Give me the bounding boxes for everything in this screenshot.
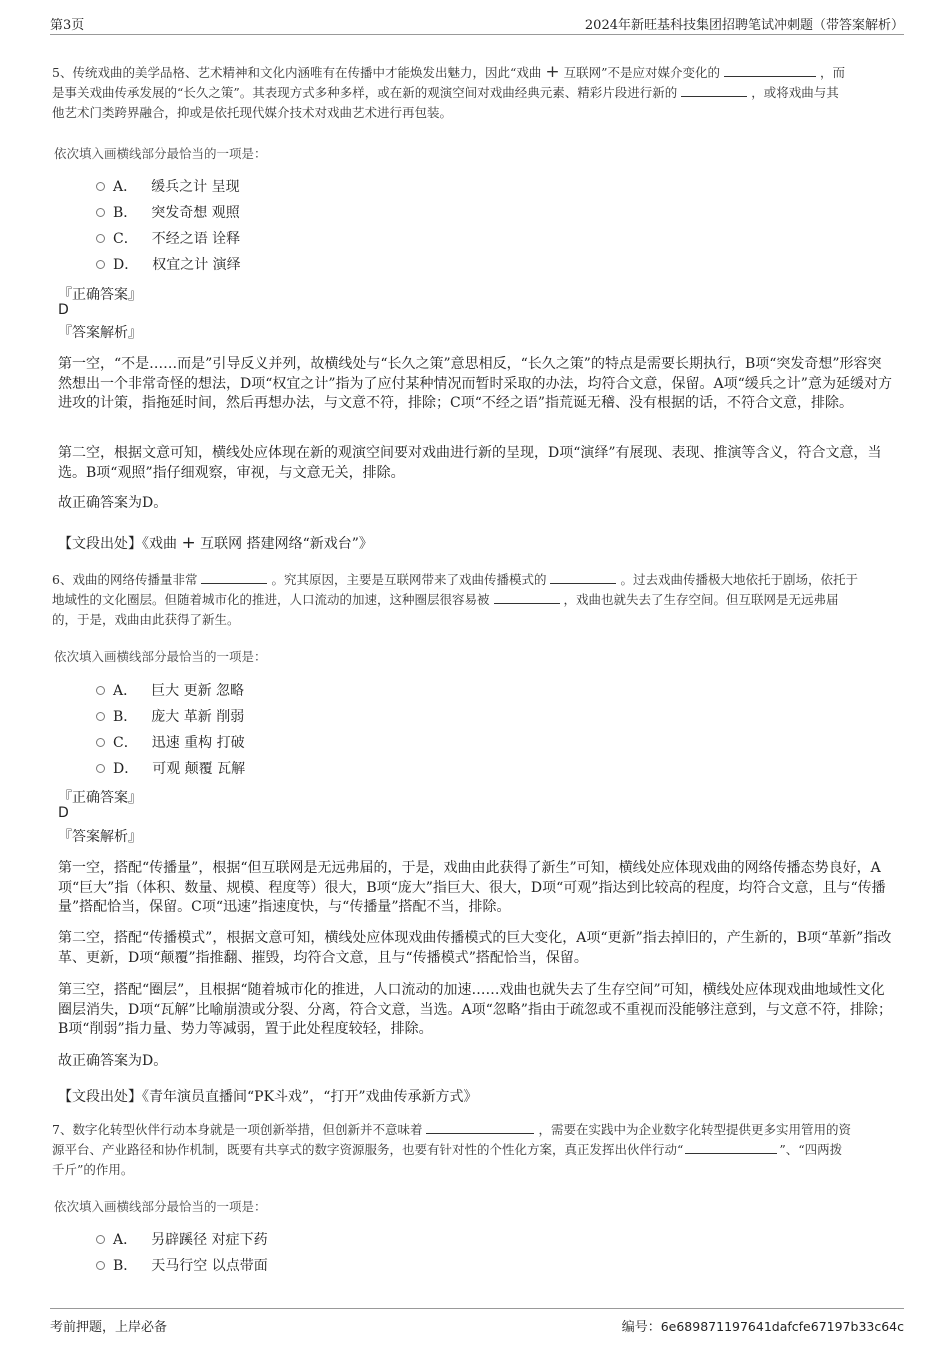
q5-option-b[interactable]: B． 突发奇想 观照 [96, 202, 240, 222]
q6-prompt: 依次填入画横线部分最恰当的一项是： [54, 649, 267, 664]
q5-source: 【文段出处】《戏曲 + 互联网 搭建网络“新戏台”》 [58, 533, 373, 553]
q5-answer-label: 『正确答案』 [58, 287, 142, 303]
q5-stem: 5、传统戏曲的美学品格、艺术精神和文化内涵唯有在传播中才能焕发出魅力，因此“戏曲 + 互联网”不是应对媒介变化的 ，而 是事关戏曲传承发展的“长久之策”。其表现方式多种多样，或在新的观演空间对戏曲经典元素、精彩片段进行新的 ，或将戏曲与其 他艺术门类跨界融合，抑或是依托现代媒介技术对戏曲艺术进行再包装。 [52, 62, 845, 120]
q6-option-d[interactable]: D． 可观 颠覆 瓦解 [96, 758, 245, 778]
radio-icon[interactable] [96, 182, 105, 191]
q7-option-b[interactable]: B． 天马行空 以点带面 [96, 1255, 268, 1275]
document-title: 2024年新旺基科技集团招聘笔试冲刺题（带答案解析） [584, 18, 904, 33]
q6-stem: 6、戏曲的网络传播量非常 。究其原因，主要是互联网带来了戏曲传播模式的 。过去戏曲传播极大地依托于剧场，依托于 地域性的文化圈层。但随着城市化的推进，人口流动的加速，这种圈层很容易被 ，戏曲也就失去了生存空间。但互联网是无远弗届 的，于是，戏曲由此获得了新生。 [52, 572, 858, 627]
radio-icon[interactable] [96, 1235, 105, 1244]
radio-icon[interactable] [96, 260, 105, 269]
page-footer [50, 1308, 904, 1339]
q6-analysis-3: 第三空，搭配“圈层”，且根据“随着城市化的推进，人口流动的加速……戏曲也就失去了生存空间”可知，横线处应体现戏曲地域性文化圈层消失，D项“瓦解”比喻崩溃或分裂、分离，符合文意，当选。A项“忽略”指由于疏忽或不重视而没能够注意到，与文意不符，排除；B项“削弱”指力量、势力等减弱，置于此处程度较轻，排除。 [58, 982, 892, 1037]
q7-prompt: 依次填入画横线部分最恰当的一项是： [54, 1199, 267, 1214]
footer-slogan: 考前押题，上岸必备 [50, 1320, 168, 1335]
radio-icon[interactable] [96, 1261, 105, 1270]
q5-option-a[interactable]: A． 缓兵之计 呈现 [96, 176, 240, 196]
q5-analysis-2: 第二空，根据文意可知，横线处应体现在新的观演空间要对戏曲进行新的呈现，D项“演绎”有展现、表现、推演等含义，符合文意，当选。B项“观照”指仔细观察，审视，与文意无关，排除。 [58, 445, 882, 481]
q6-answer-label: 『正确答案』 [58, 790, 142, 806]
q5-analysis-1: 第一空，“不是……而是”引导反义并列，故横线处与“长久之策”意思相反，“长久之策”的特点是需要长期执行，B项“突发奇想”形容突然想出一个非常奇怪的想法，D项“权宜之计”指为了应付某种情况而暂时采取的办法，均符合文意，保留。A项“缓兵之计”意为延缓对方进攻的计策，指拖延时间，然后再想办法，与文意不符，排除；C项“不经之语”指荒诞无稽、没有根据的话，不符合文意，排除。 [58, 356, 892, 411]
radio-icon[interactable] [96, 764, 105, 773]
q6-analysis-4: 故正确答案为D。 [58, 1053, 168, 1069]
q5-analysis-label: 『答案解析』 [58, 325, 142, 341]
q5-option-c[interactable]: C． 不经之语 诠释 [96, 228, 240, 248]
q6-analysis-label: 『答案解析』 [58, 829, 142, 845]
q7-option-a[interactable]: A． 另辟蹊径 对症下药 [96, 1229, 268, 1249]
radio-icon[interactable] [96, 738, 105, 747]
q6-answer: D [58, 805, 69, 821]
q5-answer: D [58, 302, 69, 318]
q6-option-b[interactable]: B． 庞大 革新 削弱 [96, 706, 244, 726]
page-header [50, 12, 904, 35]
radio-icon[interactable] [96, 208, 105, 217]
q5-prompt: 依次填入画横线部分最恰当的一项是： [54, 146, 267, 161]
q6-option-c[interactable]: C． 迅速 重构 打破 [96, 732, 245, 752]
radio-icon[interactable] [96, 712, 105, 721]
document-code: 编号：6e689871197641dafcfe67197b33c64c [621, 1319, 904, 1335]
radio-icon[interactable] [96, 686, 105, 695]
q6-analysis-2: 第二空，搭配“传播模式”，根据文意可知，横线处应体现戏曲传播模式的巨大变化，A项“更新”指去掉旧的，产生新的，B项“革新”指改革、更新，D项“颠覆”指推翻、摧毁，均符合文意，且与“传播模式”搭配恰当，保留。 [58, 930, 892, 966]
q7-stem: 7、数字化转型伙伴行动本身就是一项创新举措，但创新并不意味着 ，需要在实践中为企业数字化转型提供更多实用管用的资 源平台、产业路径和协作机制，既要有共享式的数字资源服务，也要有针对性的个性化方案，真正发挥出伙伴行动“ ”、“四两拨 千斤”的作用。 [52, 1122, 851, 1177]
q6-option-a[interactable]: A． 巨大 更新 忽略 [96, 680, 244, 700]
q6-analysis-1: 第一空，搭配“传播量”，根据“但互联网是无远弗届的，于是，戏曲由此获得了新生”可知，横线处应体现戏曲的网络传播态势良好，A项“巨大”指（体积、数量、规模、程度等）很大，B项“庞大”指巨大、很大，D项“可观”指达到比较高的程度，均符合文意，且与“传播量”搭配恰当，保留。C项“迅速”指速度快，与“传播量”搭配不当，排除。 [58, 860, 886, 915]
q6-source: 【文段出处】《青年演员直播间“PK斗戏”，“打开”戏曲传承新方式》 [58, 1089, 478, 1105]
page-number: 第3页 [50, 18, 85, 33]
radio-icon[interactable] [96, 234, 105, 243]
q5-option-d[interactable]: D． 权宜之计 演绎 [96, 254, 241, 274]
q5-analysis-3: 故正确答案为D。 [58, 495, 168, 511]
plus-sign: + [545, 62, 560, 82]
